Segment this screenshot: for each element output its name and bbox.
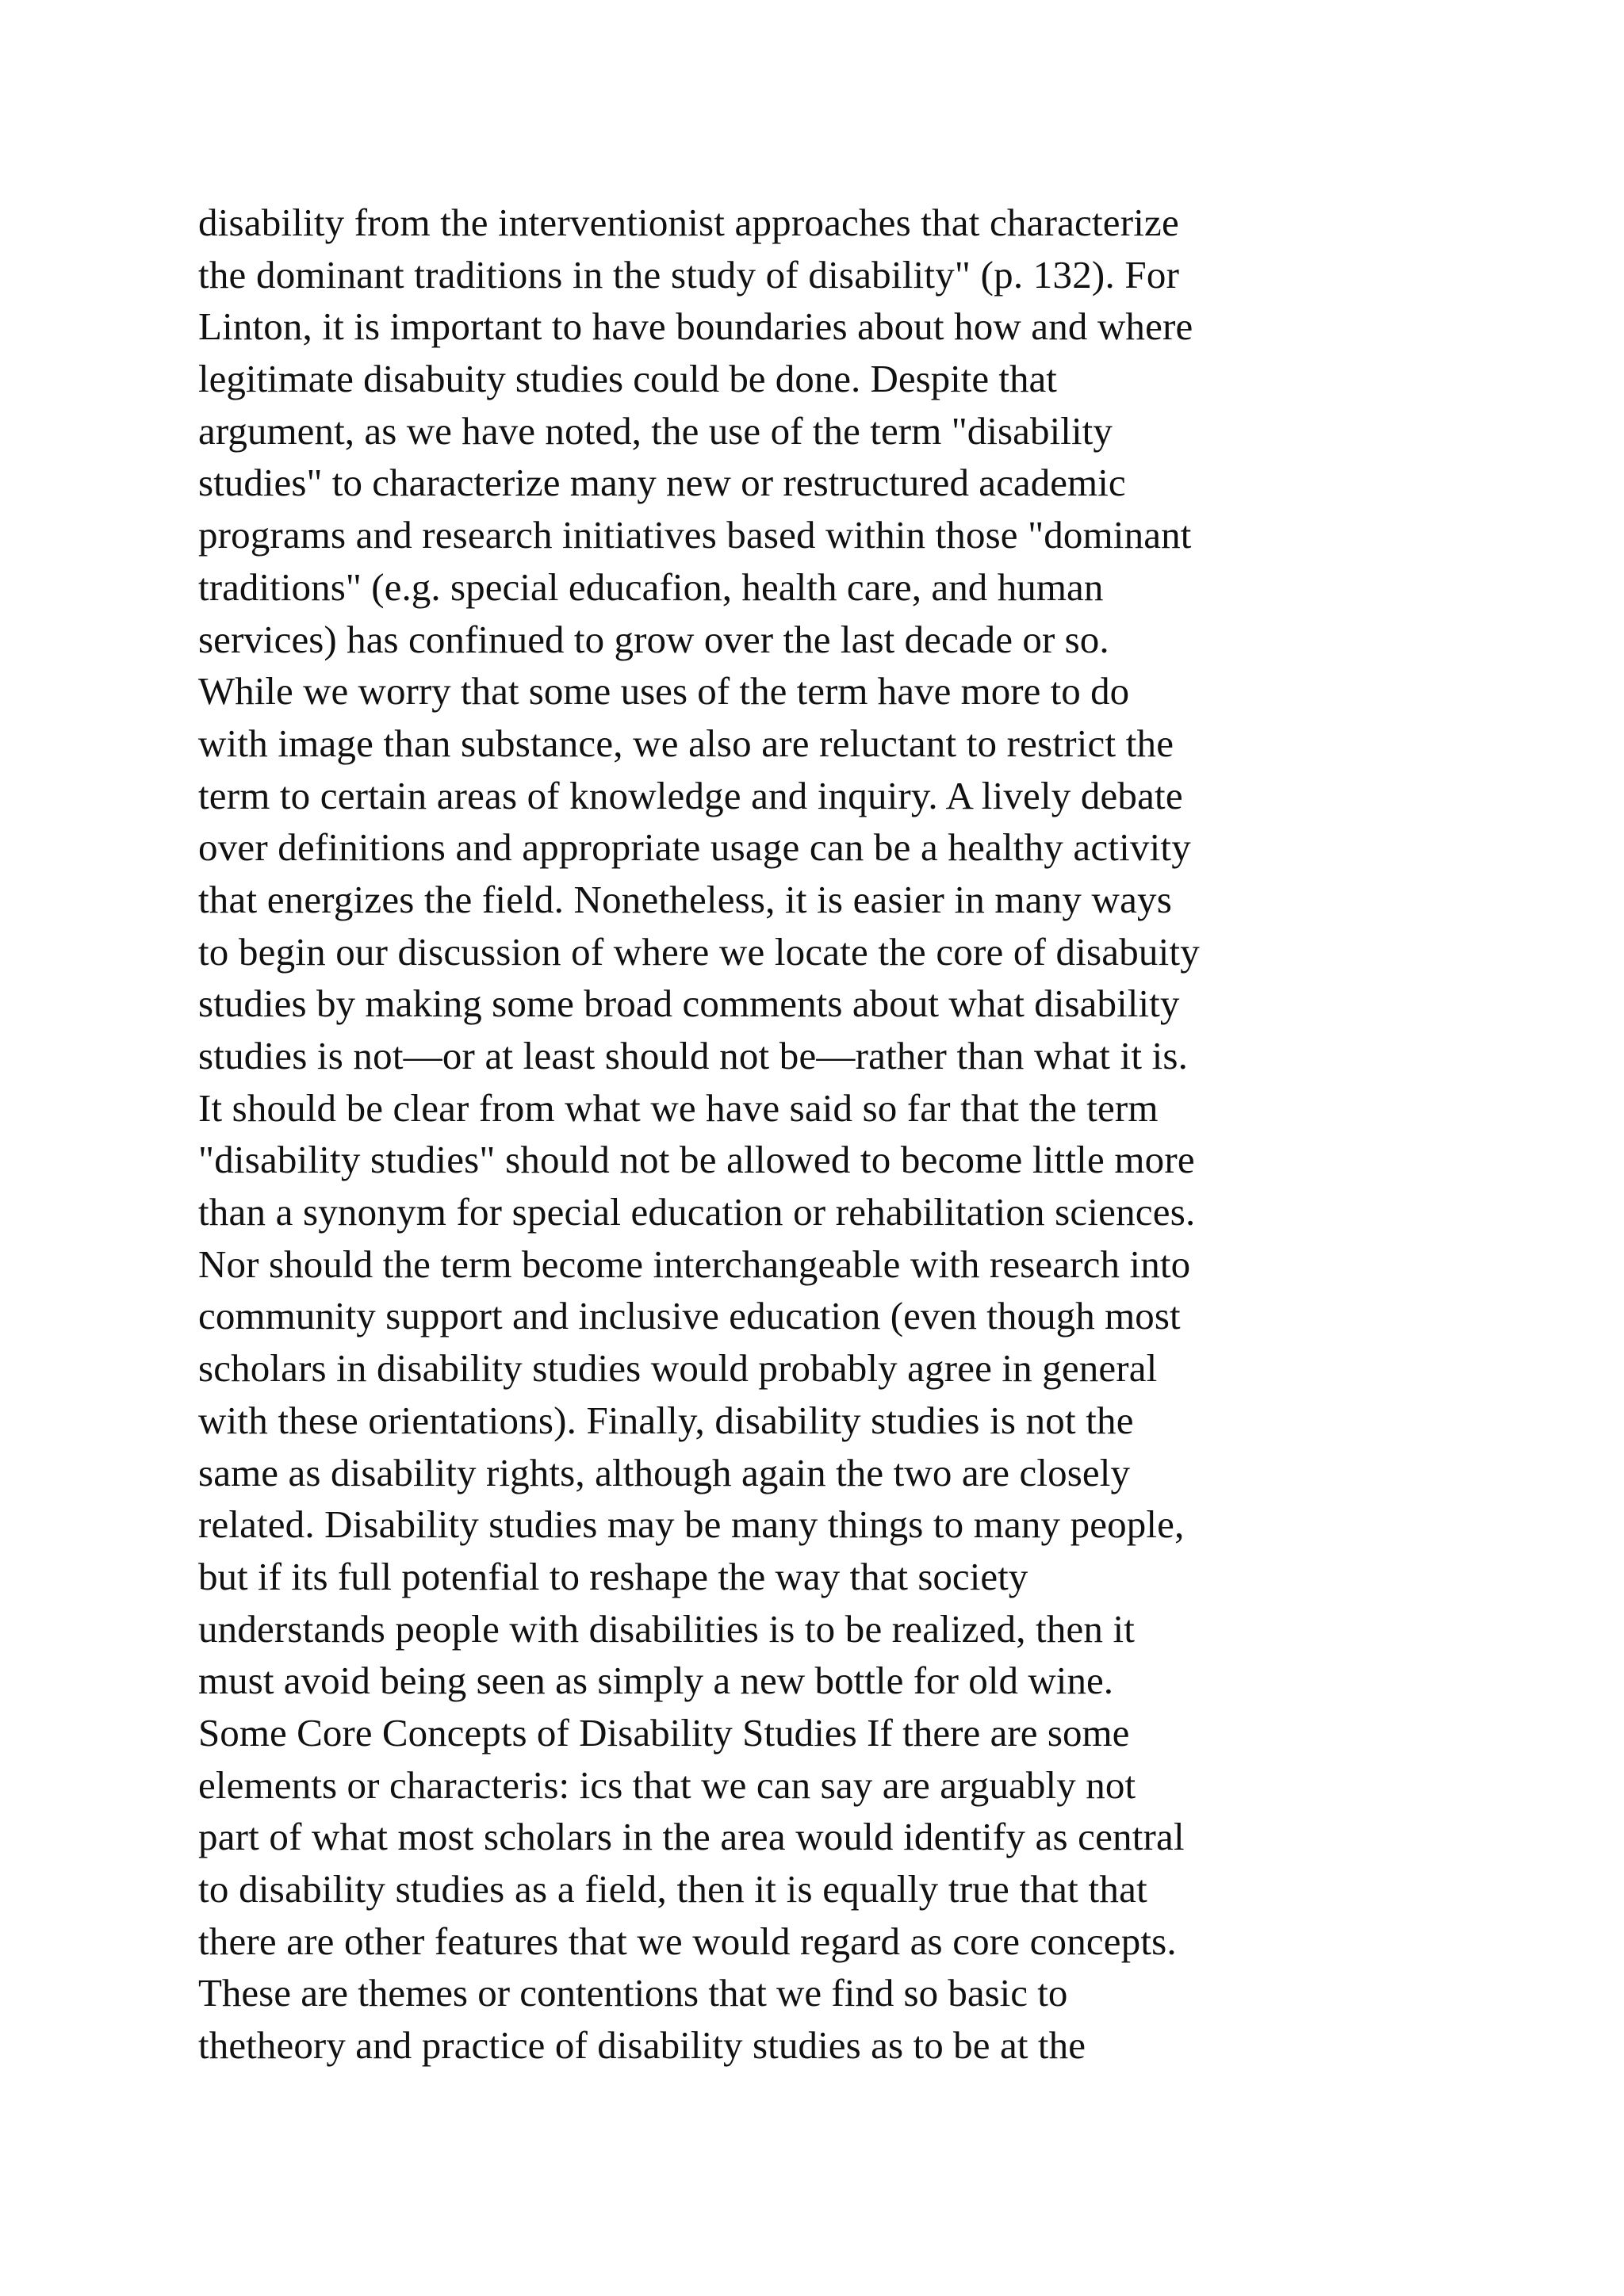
text-line: term to certain areas of knowledge and inquiry. A lively debate [198,773,1183,817]
text-line: part of what most scholars in the area would identify as central [198,1815,1185,1859]
text-line: to begin our discussion of where we locate the core of disabuity [198,929,1200,974]
text-line: traditions" (e.g. special educafion, health care, and human [198,564,1104,609]
text-line: Nor should the term become interchangeable with research into [198,1242,1191,1286]
text-line: but if its full potenfial to reshape the way that society [198,1554,1028,1598]
text-line: Linton, it is important to have boundaries about how and where [198,304,1193,349]
text-line: disability from the interventionist approaches that characterize [198,201,1179,244]
text-line: argument, as we have noted, the use of the term "disability [198,408,1113,453]
text-line: same as disability rights, although again the two are closely [198,1450,1131,1494]
body-text [198,197,1618,2072]
text-line: with these orientations). Finally, disability studies is not the [198,1398,1134,1442]
text-line: While we worry that some uses of the term have more to do [198,669,1130,714]
text-line: It should be clear from what we have said so far that the term [198,1085,1159,1130]
text-line: with image than substance, we also are reluctant to restrict the [198,721,1174,765]
text-line: These are themes or contentions that we find so basic to [198,1971,1068,2015]
text-line: thetheory and practice of disability studies as to be at the [198,2023,1086,2068]
text-line: studies is not—or at least should not be—rather than what it is. [198,1034,1189,1077]
text-line: there are other features that we would regard as core concepts. [198,1919,1177,1963]
text-line: the dominant traditions in the study of disability" (p. 132). For [198,252,1180,297]
text-line: must avoid being seen as simply a new bottle for old wine. [198,1659,1114,1703]
text-line: programs and research initiatives based within those "dominant [198,513,1192,557]
text-line: that energizes the field. Nonetheless, it is easier in many ways [198,877,1172,921]
text-line: legitimate disabuity studies could be done. Despite that [198,357,1057,401]
text-line: to disability studies as a field, then it is equally true that that [198,1867,1148,1911]
text-line: studies by making some broad comments about what disability [198,982,1180,1026]
text-line: elements or characteris: ics that we can say are arguably not [198,1762,1136,1807]
text-line: than a synonym for special education or rehabilitation sciences. [198,1190,1196,1234]
text-line: scholars in disability studies would probably agree in general [198,1346,1158,1391]
text-line: services) has confinued to grow over the last decade or so. [198,617,1109,661]
text-line: related. Disability studies may be many things to many people, [198,1502,1185,1547]
text-line: understands people with disabilities is to be realized, then it [198,1606,1136,1651]
text-line: "disability studies" should not be allowed to become little more [198,1138,1195,1182]
text-line: community support and inclusive education (even though most [198,1294,1181,1338]
text-line: Some Core Concepts of Disability Studies If there are some [198,1710,1130,1755]
text-line: studies" to characterize many new or restructured academic [198,461,1126,505]
text-line: over definitions and appropriate usage can be a healthy activity [198,825,1191,870]
